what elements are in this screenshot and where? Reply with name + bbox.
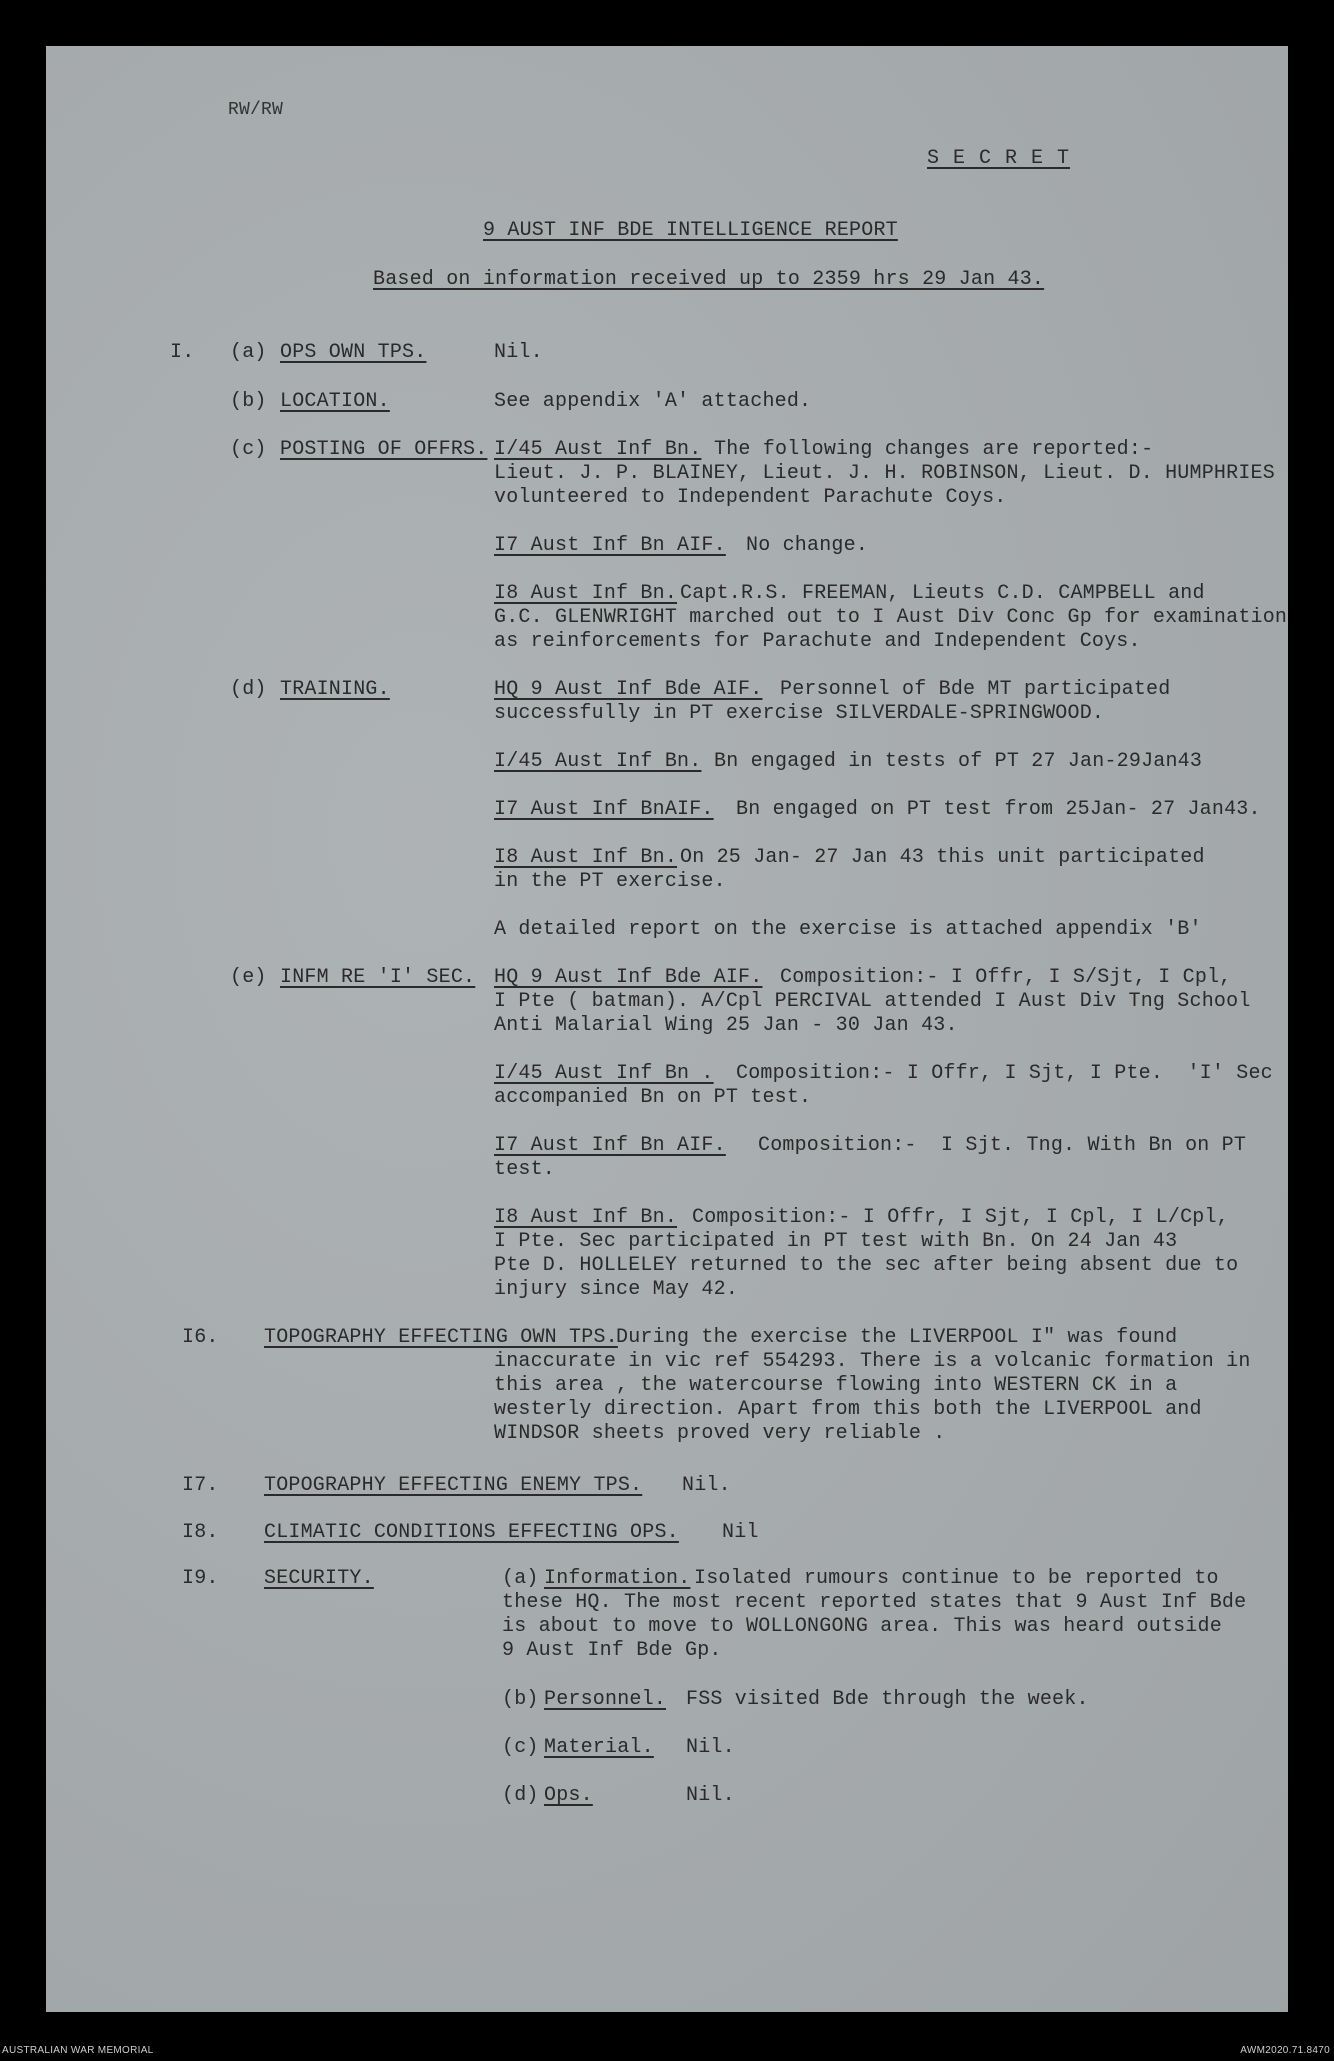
- item-text: Capt.R.S. FREEMAN, Lieuts C.D. CAMPBELL and: [680, 582, 1205, 605]
- item-heading: Personnel.: [544, 1688, 667, 1711]
- initials: RW/RW: [228, 100, 284, 120]
- section-heading: TOPOGRAPHY EFFECTING ENEMY TPS.: [264, 1474, 643, 1497]
- item-heading: Information.: [544, 1567, 691, 1590]
- unit-name: HQ 9 Aust Inf Bde AIF.: [494, 966, 763, 989]
- unit-name: I8 Aust Inf Bn.: [494, 846, 678, 869]
- unit-name: I/45 Aust Inf Bn.: [494, 438, 702, 461]
- unit-name: HQ 9 Aust Inf Bde AIF.: [494, 678, 763, 701]
- item-text: Composition:- I Offr, I S/Sjt, I Cpl,: [780, 966, 1232, 989]
- item-label: (a): [502, 1567, 539, 1590]
- unit-name: I7 Aust Inf BnAIF.: [494, 798, 714, 821]
- item-heading: POSTING OF OFFRS.: [280, 438, 488, 461]
- item-label: (d): [502, 1784, 539, 1807]
- item-text: No change.: [746, 534, 869, 557]
- item-heading: INFM RE 'I' SEC.: [280, 966, 476, 989]
- footer-source: AUSTRALIAN WAR MEMORIAL: [2, 2045, 154, 2056]
- document-title: 9 AUST INF BDE INTELLIGENCE REPORT: [483, 219, 898, 242]
- item-text: Bn engaged on PT test from 25Jan- 27 Jan43.: [736, 798, 1261, 821]
- unit-name: I/45 Aust Inf Bn.: [494, 750, 702, 773]
- item-text: 9 Aust Inf Bde Gp.: [502, 1639, 722, 1662]
- item-label: (b): [230, 390, 267, 413]
- item-text: The following changes are reported:-: [714, 438, 1154, 461]
- item-text: Nil.: [686, 1736, 735, 1759]
- item-text: in the PT exercise.: [494, 870, 726, 893]
- item-text: Personnel of Bde MT participated: [780, 678, 1171, 701]
- section-number: I6.: [182, 1326, 219, 1349]
- item-label: (a): [230, 341, 267, 364]
- item-text: FSS visited Bde through the week.: [686, 1688, 1089, 1711]
- item-text: accompanied Bn on PT test.: [494, 1086, 812, 1109]
- item-text: as reinforcements for Parachute and Independent Coys.: [494, 630, 1141, 653]
- unit-name: I8 Aust Inf Bn.: [494, 582, 678, 605]
- item-text: Isolated rumours continue to be reported to: [694, 1567, 1219, 1590]
- section-text: Nil: [722, 1521, 759, 1544]
- unit-name: I7 Aust Inf Bn AIF.: [494, 534, 726, 557]
- item-text: Anti Malarial Wing 25 Jan - 30 Jan 43.: [494, 1014, 958, 1037]
- item-heading: LOCATION.: [280, 390, 390, 413]
- item-text: Nil.: [494, 341, 543, 364]
- item-label: (c): [502, 1736, 539, 1759]
- item-text: volunteered to Independent Parachute Coys.: [494, 486, 1007, 509]
- item-label: (c): [230, 438, 267, 461]
- item-text: I Pte. Sec participated in PT test with Bn. On 24 Jan 43: [494, 1230, 1178, 1253]
- section-text: westerly direction. Apart from this both the LIVERPOOL and: [494, 1398, 1202, 1421]
- section-heading: CLIMATIC CONDITIONS EFFECTING OPS.: [264, 1521, 679, 1544]
- section-text: this area , the watercourse flowing into WESTERN CK in a: [494, 1374, 1178, 1397]
- classification: S E C R E T: [927, 147, 1071, 170]
- section-text: Nil.: [682, 1474, 731, 1497]
- item-text: Composition:- I Offr, I Sjt, I Pte. 'I' Sec: [736, 1062, 1273, 1085]
- section-number: I7.: [182, 1474, 219, 1497]
- section-text: During the exercise the LIVERPOOL I" was found: [616, 1326, 1178, 1349]
- section-heading: TOPOGRAPHY EFFECTING OWN TPS.: [264, 1326, 618, 1349]
- item-text: I Pte ( batman). A/Cpl PERCIVAL attended I Aust Div Tng School: [494, 990, 1251, 1013]
- unit-name: I7 Aust Inf Bn AIF.: [494, 1134, 726, 1157]
- unit-name: I/45 Aust Inf Bn .: [494, 1062, 714, 1085]
- section-heading: SECURITY.: [264, 1567, 374, 1590]
- section-text: inaccurate in vic ref 554293. There is a volcanic formation in: [494, 1350, 1251, 1373]
- section-number: I9.: [182, 1567, 219, 1590]
- item-text: Bn engaged in tests of PT 27 Jan-29Jan43: [714, 750, 1203, 773]
- item-text: is about to move to WOLLONGONG area. This was heard outside: [502, 1615, 1222, 1638]
- item-text: successfully in PT exercise SILVERDALE-SPRINGWOOD.: [494, 702, 1105, 725]
- item-text: G.C. GLENWRIGHT marched out to I Aust Div Conc Gp for examination: [494, 606, 1288, 629]
- item-text: Composition:- I Sjt. Tng. With Bn on PT: [758, 1134, 1247, 1157]
- item-text: A detailed report on the exercise is attached appendix 'B': [494, 918, 1202, 941]
- item-label: (e): [230, 966, 267, 989]
- document-subtitle: Based on information received up to 2359 hrs 29 Jan 43.: [373, 268, 1045, 291]
- item-text: these HQ. The most recent reported states that 9 Aust Inf Bde: [502, 1591, 1247, 1614]
- section-number: I.: [170, 341, 195, 364]
- section-text: WINDSOR sheets proved very reliable .: [494, 1422, 946, 1445]
- item-heading: Material.: [544, 1736, 654, 1759]
- item-heading: TRAINING.: [280, 678, 390, 701]
- item-text: Composition:- I Offr, I Sjt, I Cpl, I L/Cpl,: [692, 1206, 1229, 1229]
- footer-accession-number: AWM2020.71.8470: [1240, 2045, 1330, 2056]
- item-text: Lieut. J. P. BLAINEY, Lieut. J. H. ROBINSON, Lieut. D. HUMPHRIES: [494, 462, 1275, 485]
- item-label: (d): [230, 678, 267, 701]
- item-text: injury since May 42.: [494, 1278, 739, 1301]
- item-label: (b): [502, 1688, 539, 1711]
- item-text: On 25 Jan- 27 Jan 43 this unit participated: [680, 846, 1205, 869]
- item-text: See appendix 'A' attached.: [494, 390, 812, 413]
- item-text: test.: [494, 1158, 556, 1181]
- unit-name: I8 Aust Inf Bn.: [494, 1206, 678, 1229]
- item-text: Nil.: [686, 1784, 735, 1807]
- item-text: Pte D. HOLLELEY returned to the sec after being absent due to: [494, 1254, 1239, 1277]
- item-heading: Ops.: [544, 1784, 593, 1807]
- item-heading: OPS OWN TPS.: [280, 341, 427, 364]
- section-number: I8.: [182, 1521, 219, 1544]
- document-page: [46, 46, 1288, 2012]
